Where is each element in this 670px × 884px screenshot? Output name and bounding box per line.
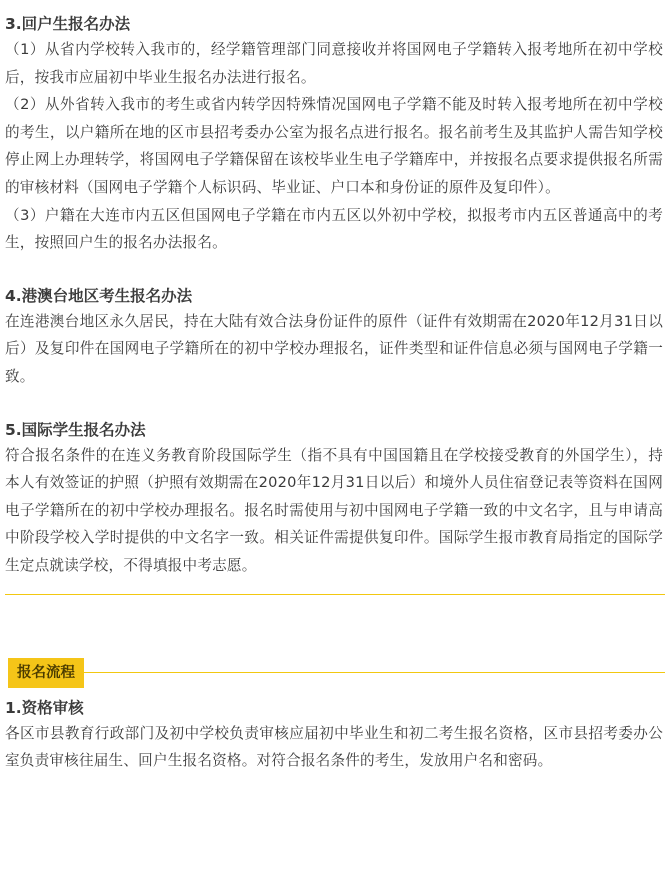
paragraph: 符合报名条件的在连义务教育阶段国际学生（指不具有中国国籍且在学校接受教育的外国学生），持本人有效签证的护照（护照有效期需在2020年12月31日以后）和境外人员住宿登记表等资料在国网电子学籍所在的初中学校办理报名。报名时需使用与初中国网电子学籍一致的中文名字，且与申请高中阶段学校入学时提供的中文名字一致。相关证件需提供复印件。国际学生报市教育局指定的国际学生定点就读学校，不得填报中考志愿。 xyxy=(5,446,663,574)
section-heading-returning-students: 3.回户生报名办法 xyxy=(5,15,131,33)
article-body xyxy=(5,12,663,775)
paragraph: 在连港澳台地区永久居民，持在大陆有效合法身份证件的原件（证件有效期需在2020年12月31日以后）及复印件在国网电子学籍所在的初中学校办理报名，证件类型和证件信息必须与国网电子学籍一致。 xyxy=(5,312,663,385)
section-heading-international: 5.国际学生报名办法 xyxy=(5,420,146,439)
section-tag-row xyxy=(5,658,663,688)
divider xyxy=(5,594,665,595)
paragraph: （1）从省内学校转入我市的，经学籍管理部门同意接收并将国网电子学籍转入报考地所在初中学校后，按我市应届初中毕业生报名办法进行报名。 xyxy=(5,41,663,86)
paragraph: （2）从外省转入我市的考生或省内转学因特殊情况国网电子学籍不能及时转入报考地所在初中学校的考生，以户籍所在地的区市县招考委办公室为报名点进行报名。报名前考生及其监护人需告知学校停止网上办理转学，将国网电子学籍保留在该校毕业生电子学籍库中，并按报名点要求提供报名所需的审核材料（国网电子学籍个人标识码、毕业证、户口本和身份证的原件及复印件）。 xyxy=(5,96,663,196)
divider xyxy=(83,672,665,673)
paragraph: （3）户籍在大连市内五区但国网电子学籍在市内五区以外初中学校，拟报考市内五区普通高中的考生，按照回户生的报名办法报名。 xyxy=(5,206,663,252)
paragraph: 各区市县教育行政部门及初中学校负责审核应届初中毕业生和初二考生报名资格，区市县招考委办公室负责审核往届生、回户生报名资格。对符合报名条件的考生，发放用户名和密码。 xyxy=(5,724,663,770)
section-heading-hk-macao-taiwan: 4.港澳台地区考生报名办法 xyxy=(5,286,193,305)
section-heading-qualification-review: 1.资格审核 xyxy=(5,698,84,717)
section-tag-registration-flow: 报名流程 xyxy=(8,658,84,688)
